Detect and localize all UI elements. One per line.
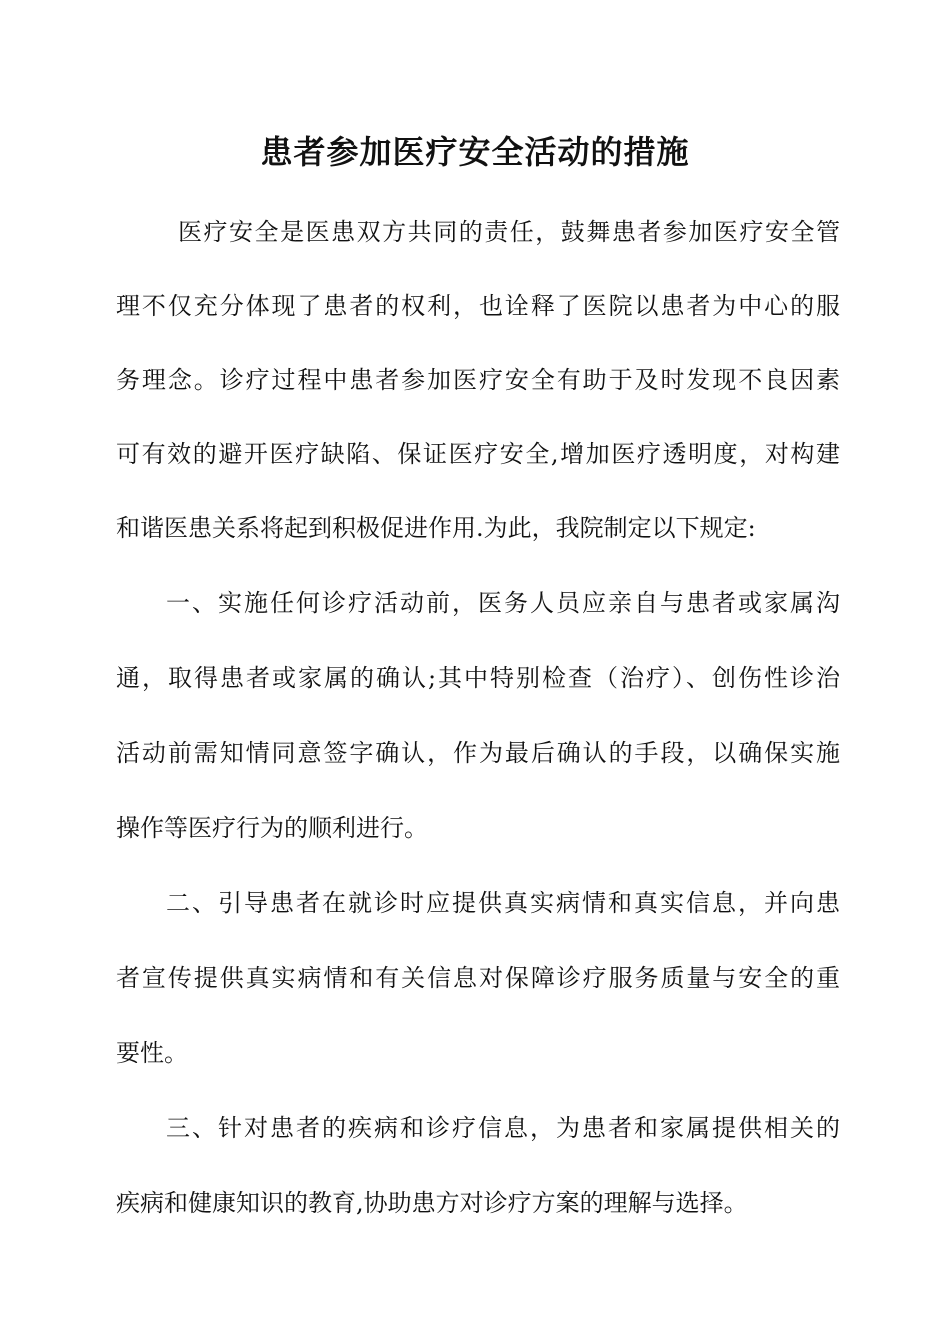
paragraph-2-line-1: 一、实施任何诊疗活动前，医务人员应亲自与患者或家属沟: [166, 589, 840, 617]
paragraph-4-line-1: 三、针对患者的疾病和诊疗信息，为患者和家属提供相关的: [166, 1114, 840, 1142]
paragraph-1-line-4: 可有效的避开医疗缺陷、保证医疗安全,增加医疗透明度，对构建: [116, 440, 840, 468]
paragraph-2-line-2: 通，取得患者或家属的确认;其中特别检查（治疗）、创伤性诊治: [116, 664, 840, 692]
paragraph-1-line-2: 理不仅充分体现了患者的权利，也诠释了医院以患者为中心的服: [116, 292, 840, 320]
document-title: 患者参加医疗安全活动的措施: [260, 133, 690, 171]
paragraph-3-line-2: 者宣传提供真实病情和有关信息对保障诊疗服务质量与安全的重: [116, 964, 840, 992]
paragraph-4-line-2: 疾病和健康知识的教育,协助患方对诊疗方案的理解与选择。: [116, 1189, 748, 1217]
paragraph-2-line-4: 操作等医疗行为的顺利进行。: [116, 814, 428, 842]
paragraph-1-line-3: 务理念。诊疗过程中患者参加医疗安全有助于及时发现不良因素: [116, 366, 840, 394]
paragraph-2-line-3: 活动前需知情同意签字确认，作为最后确认的手段，以确保实施: [116, 739, 840, 767]
paragraph-1-line-1: 医疗安全是医患双方共同的责任，鼓舞患者参加医疗安全管: [178, 218, 840, 246]
paragraph-3-line-3: 要性。: [116, 1039, 188, 1067]
paragraph-1-line-5: 和谐医患关系将起到积极促进作用.为此，我院制定以下规定:: [116, 514, 756, 542]
paragraph-3-line-1: 二、引导患者在就诊时应提供真实病情和真实信息，并向患: [166, 889, 840, 917]
